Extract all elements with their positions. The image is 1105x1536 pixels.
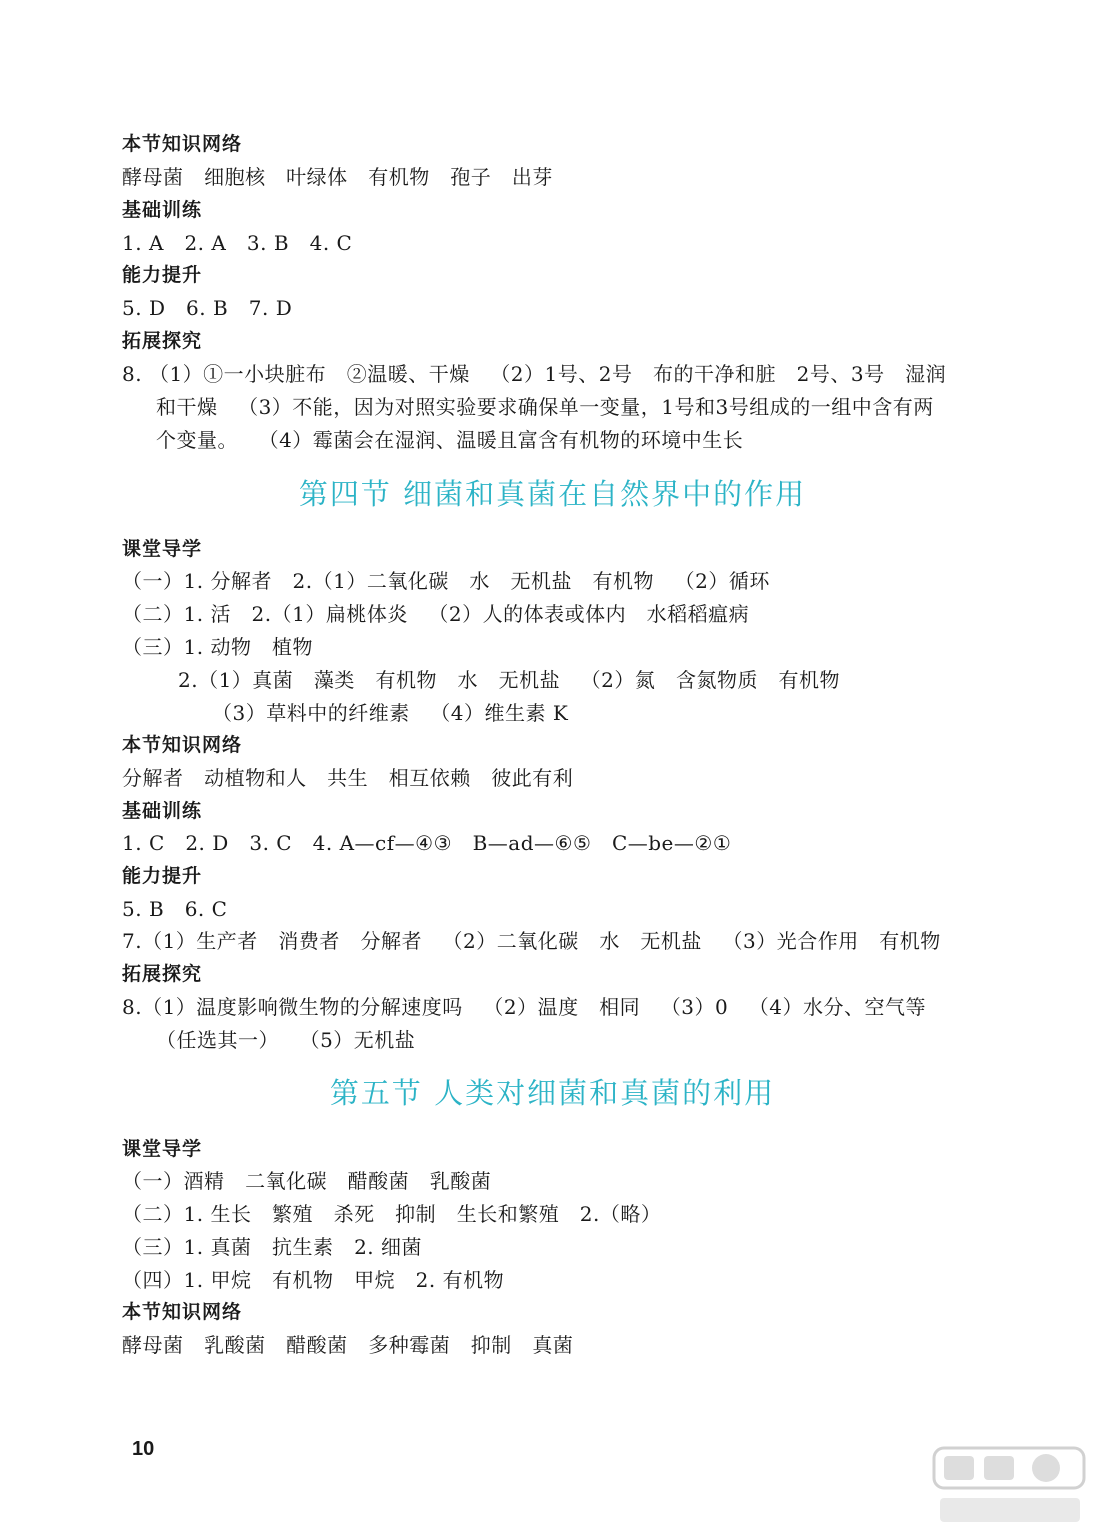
answer-line: 酵母菌 细胞核 叶绿体 有机物 孢子 出芽 bbox=[122, 165, 553, 189]
answer-line: 7.（1）生产者 消费者 分解者 （2）二氧化碳 水 无机盐 （3）光合作用 有机物 bbox=[122, 929, 941, 953]
answer-line: 个变量。 （4）霉菌会在湿润、温暖且富含有机物的环境中生长 bbox=[156, 428, 744, 452]
section-heading-ability: 能力提升 bbox=[122, 865, 203, 887]
answer-line: 5. D 6. B 7. D bbox=[122, 296, 293, 320]
answer-line: （二）1. 生长 繁殖 杀死 抑制 生长和繁殖 2.（略） bbox=[122, 1202, 662, 1226]
section-heading-knowledge-network: 本节知识网络 bbox=[122, 734, 243, 756]
answer-line: （任选其一） （5）无机盐 bbox=[156, 1028, 416, 1052]
section-heading-guide: 课堂导学 bbox=[122, 538, 203, 560]
answer-line: （二）1. 活 2.（1）扁桃体炎 （2）人的体表或体内 水稻稻瘟病 bbox=[122, 602, 750, 626]
answer-line: 8.（1）温度影响微生物的分解速度吗 （2）温度 相同 （3）0 （4）水分、空气等 bbox=[122, 995, 926, 1019]
answer-line: 分解者 动植物和人 共生 相互依赖 彼此有利 bbox=[122, 766, 574, 790]
answer-line: （一）1. 分解者 2.（1）二氧化碳 水 无机盐 有机物 （2）循环 bbox=[122, 569, 770, 593]
answer-line: 5. B 6. C bbox=[122, 897, 228, 921]
answer-line: 和干燥 （3）不能，因为对照实验要求确保单一变量，1号和3号组成的一组中含有两 bbox=[156, 395, 934, 419]
answer-line: （四）1. 甲烷 有机物 甲烷 2. 有机物 bbox=[122, 1268, 505, 1292]
watermark-logo-icon bbox=[930, 1440, 1090, 1530]
answer-line: 1. C 2. D 3. C 4. A—cf—④③ B—ad—⑥⑤ C—be—②① bbox=[122, 831, 732, 855]
section-heading-ability: 能力提升 bbox=[122, 264, 203, 286]
answer-line: （三）1. 真菌 抗生素 2. 细菌 bbox=[122, 1235, 423, 1259]
page-number: 10 bbox=[132, 1438, 155, 1460]
answer-line: （一）酒精 二氧化碳 醋酸菌 乳酸菌 bbox=[122, 1169, 492, 1193]
section-heading-basic-training: 基础训练 bbox=[122, 199, 203, 221]
section-heading-guide: 课堂导学 bbox=[122, 1138, 203, 1160]
section-heading-knowledge-network: 本节知识网络 bbox=[122, 133, 243, 155]
section-heading-knowledge-network: 本节知识网络 bbox=[122, 1301, 243, 1323]
answer-line: 1. A 2. A 3. B 4. C bbox=[122, 231, 353, 255]
answer-line: 2.（1）真菌 藻类 有机物 水 无机盐 （2）氮 含氮物质 有机物 bbox=[178, 668, 841, 692]
section-heading-basic-training: 基础训练 bbox=[122, 800, 203, 822]
section-heading-explore: 拓展探究 bbox=[122, 963, 203, 985]
section-heading-explore: 拓展探究 bbox=[122, 330, 203, 352]
answer-line: （3）草料中的纤维素 （4）维生素 K bbox=[212, 701, 569, 725]
answer-line: （三）1. 动物 植物 bbox=[122, 635, 314, 659]
section-title: 第五节 人类对细菌和真菌的利用 bbox=[329, 1076, 776, 1110]
section-title: 第四节 细菌和真菌在自然界中的作用 bbox=[298, 477, 807, 511]
answer-line: 酵母菌 乳酸菌 醋酸菌 多种霉菌 抑制 真菌 bbox=[122, 1333, 574, 1357]
answer-line: 8. （1）①一小块脏布 ②温暖、干燥 （2）1号、2号 布的干净和脏 2号、3号 湿润 bbox=[122, 362, 947, 386]
